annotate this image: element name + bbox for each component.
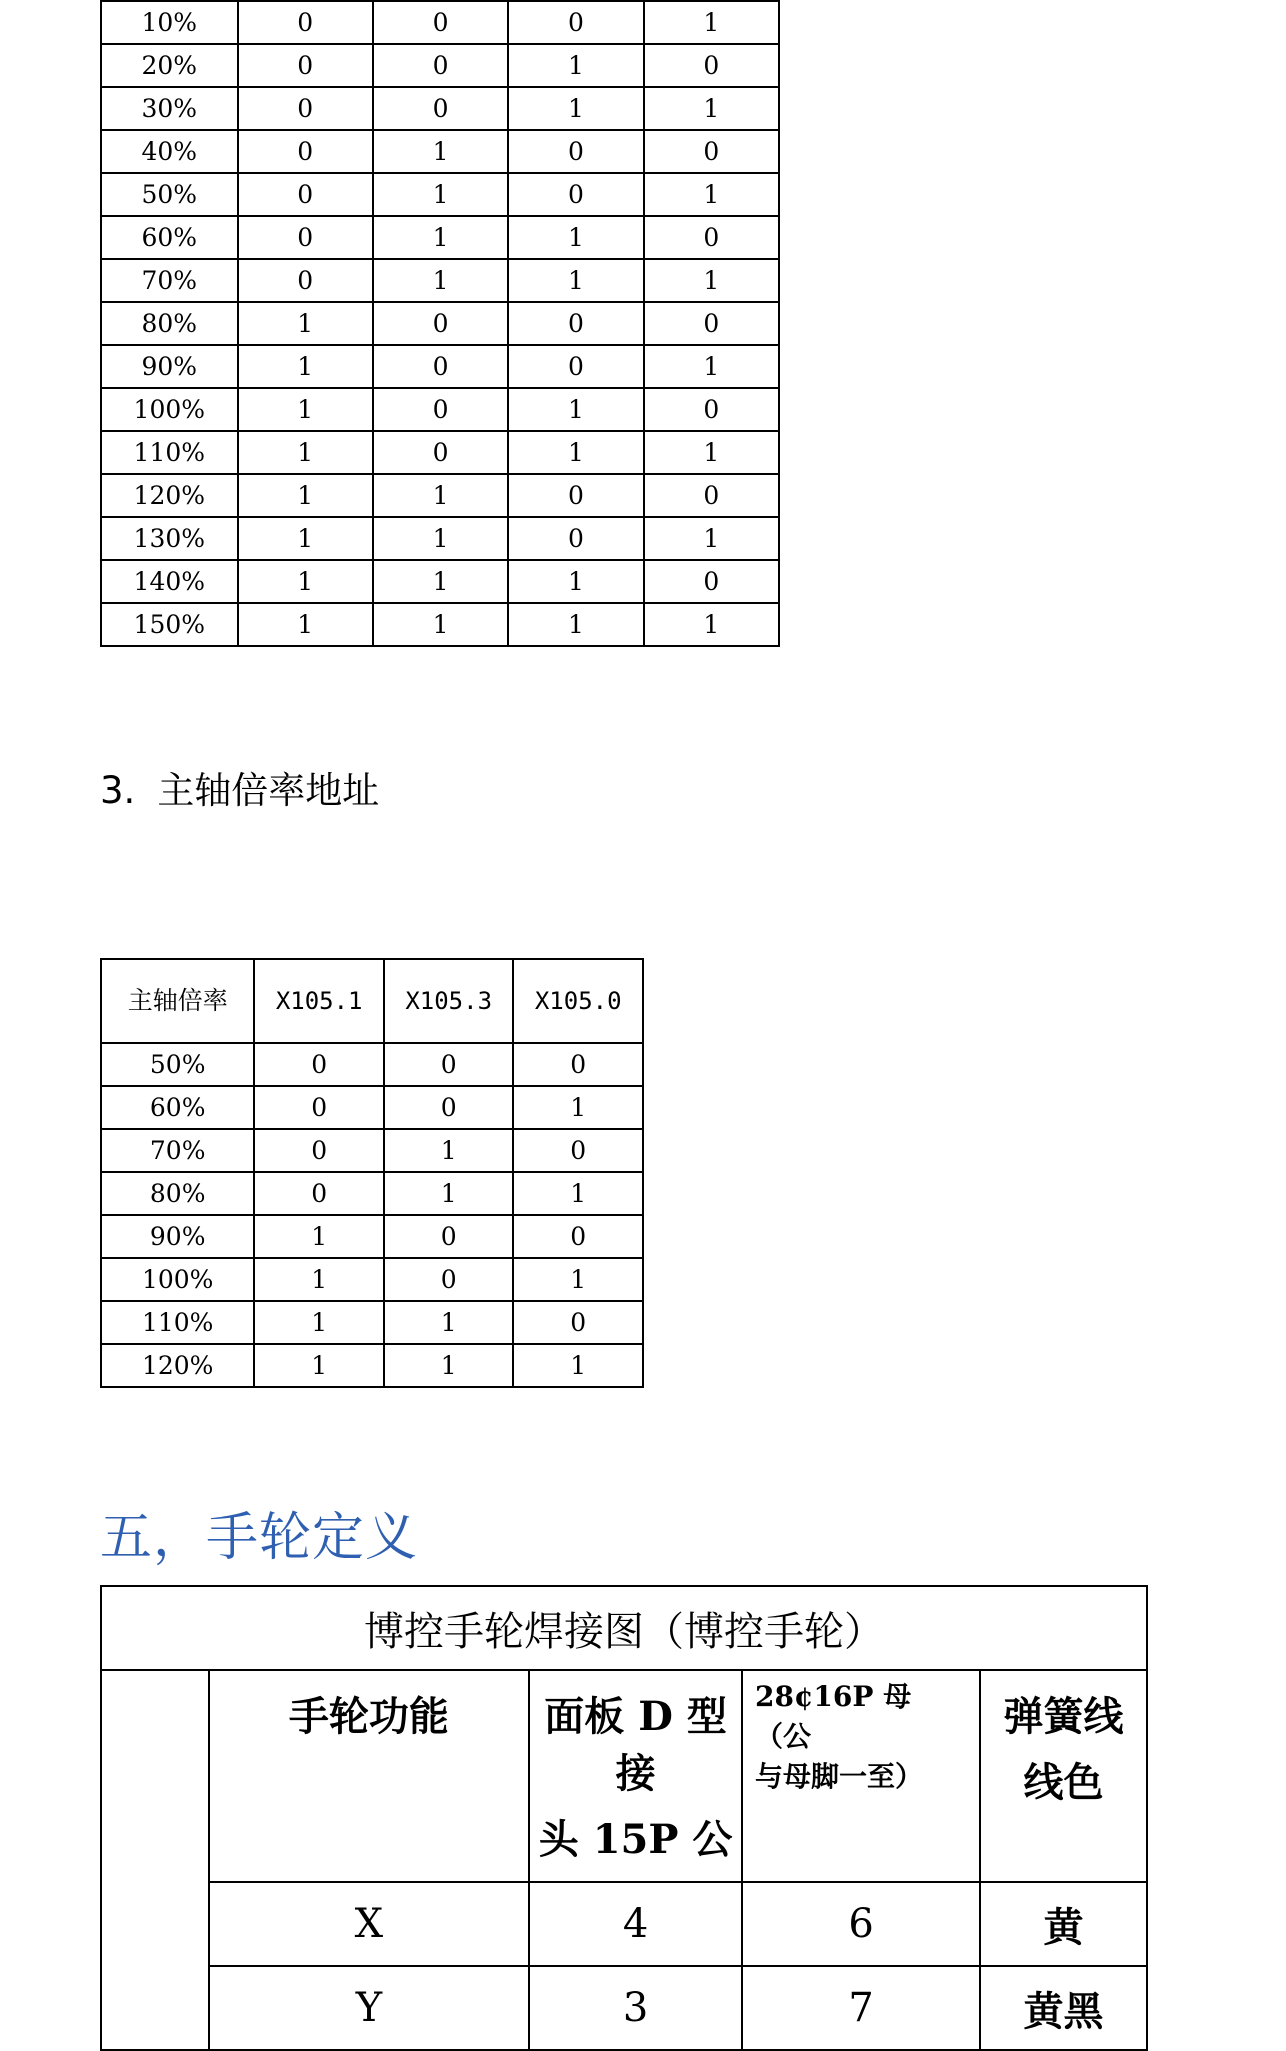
table-cell: 0 (644, 388, 779, 431)
table-cell: 1 (373, 517, 508, 560)
table-cell: 1 (373, 173, 508, 216)
table-cell: 0 (508, 474, 643, 517)
table-cell: 1 (644, 603, 779, 646)
spindle-header-cell: 主轴倍率 (101, 959, 254, 1043)
table-row (101, 1172, 643, 1215)
table-cell: 1 (644, 259, 779, 302)
table-row (101, 1301, 643, 1344)
table-row (101, 1215, 643, 1258)
table-cell: 0 (254, 1172, 384, 1215)
table-cell: 0 (384, 1086, 514, 1129)
table-cell: 1 (384, 1301, 514, 1344)
table-cell: 130% (101, 517, 238, 560)
table-row (101, 44, 779, 87)
header-female (742, 1670, 980, 1882)
table-cell: 0 (644, 216, 779, 259)
table-cell: 0 (508, 517, 643, 560)
header-female-line1: 28¢16P 母（公 (754, 1680, 912, 1753)
table-cell: 0 (644, 44, 779, 87)
table-cell: 0 (373, 87, 508, 130)
table-cell: 0 (513, 1215, 643, 1258)
handwheel-cell: 4 (529, 1882, 742, 1966)
table-cell: 1 (254, 1344, 384, 1387)
table-cell: 0 (644, 474, 779, 517)
table-row (101, 388, 779, 431)
table-cell: 1 (238, 560, 373, 603)
table-cell: 20% (101, 44, 238, 87)
table-cell: 60% (101, 216, 238, 259)
table-cell: 0 (238, 216, 373, 259)
table-row (101, 603, 779, 646)
table-cell: 0 (238, 130, 373, 173)
spindle-override-heading (100, 760, 379, 814)
table-cell: 0 (254, 1086, 384, 1129)
table-cell: 1 (373, 603, 508, 646)
handwheel-cell: 黄黑 (980, 1966, 1147, 2050)
table-cell: 100% (101, 388, 238, 431)
table-cell: 1 (508, 388, 643, 431)
header-panel (529, 1670, 742, 1882)
table-cell: 1 (644, 517, 779, 560)
table-row (101, 302, 779, 345)
table-cell: 1 (238, 388, 373, 431)
table-cell: 0 (373, 388, 508, 431)
table-cell: 10% (101, 1, 238, 44)
table-cell: 50% (101, 173, 238, 216)
table-cell: 0 (238, 1, 373, 44)
table-cell: 60% (101, 1086, 254, 1129)
handwheel-cell: 7 (742, 1966, 980, 2050)
table-cell: 0 (513, 1301, 643, 1344)
table-row (101, 1129, 643, 1172)
table-cell: 1 (238, 431, 373, 474)
table-cell: 0 (384, 1215, 514, 1258)
table-cell: 1 (373, 560, 508, 603)
handwheel-cell: 6 (742, 1882, 980, 1966)
table-cell: 0 (254, 1129, 384, 1172)
table-row (101, 130, 779, 173)
table-cell: 110% (101, 431, 238, 474)
table-row (101, 431, 779, 474)
handwheel-row (101, 1966, 1147, 2050)
table-cell: 1 (513, 1086, 643, 1129)
table-row (101, 1344, 643, 1387)
table-cell: 100% (101, 1258, 254, 1301)
table-row (101, 173, 779, 216)
table-cell: 1 (238, 517, 373, 560)
table-cell: 0 (508, 1, 643, 44)
table-row (101, 560, 779, 603)
table-row (101, 1, 779, 44)
table-cell: 0 (644, 560, 779, 603)
spindle-header-cell: X105.3 (384, 959, 514, 1043)
table-row (101, 345, 779, 388)
header-color-line1: 弹簧线 (1003, 1693, 1124, 1740)
table-cell: 40% (101, 130, 238, 173)
table-cell: 30% (101, 87, 238, 130)
table-cell: 90% (101, 1215, 254, 1258)
handwheel-header-row (101, 1670, 1147, 1882)
table-cell: 0 (238, 44, 373, 87)
table-cell: 70% (101, 259, 238, 302)
table-cell: 0 (513, 1129, 643, 1172)
table-row (101, 1258, 643, 1301)
table-cell: 1 (508, 259, 643, 302)
table-cell: 1 (644, 1, 779, 44)
table-cell: 0 (513, 1043, 643, 1086)
handwheel-cell: Y (209, 1966, 530, 2050)
table-cell: 80% (101, 302, 238, 345)
spindle-override-table (100, 958, 644, 1388)
table-cell: 50% (101, 1043, 254, 1086)
table-cell: 1 (508, 603, 643, 646)
spindle-header-cell: X105.1 (254, 959, 384, 1043)
feed-override-table (100, 0, 780, 647)
handwheel-cell: 3 (529, 1966, 742, 2050)
table-row (101, 1043, 643, 1086)
table-cell: 1 (238, 345, 373, 388)
table-cell: 1 (508, 44, 643, 87)
table-cell: 1 (373, 130, 508, 173)
table-cell: 1 (373, 474, 508, 517)
table-cell: 1 (508, 431, 643, 474)
table-cell: 1 (644, 431, 779, 474)
section-title: 五，手轮定义 (100, 1508, 419, 1568)
table-cell: 0 (373, 431, 508, 474)
table-cell: 0 (373, 302, 508, 345)
table-cell: 0 (373, 1, 508, 44)
table-cell: 1 (644, 87, 779, 130)
table-cell: 0 (644, 130, 779, 173)
blank-cell (101, 1670, 209, 2050)
table-cell: 0 (254, 1043, 384, 1086)
handwheel-row (101, 1882, 1147, 1966)
spindle-heading-title: 主轴倍率地址 (157, 769, 380, 812)
table-row (101, 216, 779, 259)
table-cell: 1 (238, 603, 373, 646)
table-cell: 1 (508, 560, 643, 603)
table-row (101, 1086, 643, 1129)
handwheel-caption-row (101, 1586, 1147, 1670)
header-panel-line1: 面板 D 型接 (544, 1693, 727, 1797)
table-cell: 0 (238, 87, 373, 130)
table-row (101, 259, 779, 302)
handwheel-cell: 黄 (980, 1882, 1147, 1966)
table-cell: 1 (254, 1215, 384, 1258)
table-cell: 1 (508, 216, 643, 259)
table-cell: 1 (373, 216, 508, 259)
handwheel-wiring-table (100, 1585, 1148, 2051)
table-cell: 1 (384, 1129, 514, 1172)
table-cell: 1 (238, 302, 373, 345)
header-wire-color (980, 1670, 1147, 1882)
spindle-header-row (101, 959, 643, 1043)
feed-override-table-body (101, 1, 779, 646)
table-cell: 0 (238, 259, 373, 302)
table-cell: 1 (513, 1258, 643, 1301)
table-cell: 1 (513, 1172, 643, 1215)
table-cell: 0 (508, 345, 643, 388)
handwheel-cell: X (209, 1882, 530, 1966)
table-cell: 0 (373, 44, 508, 87)
spindle-heading-number: 3. (100, 769, 136, 812)
table-cell: 0 (508, 302, 643, 345)
table-cell: 1 (254, 1301, 384, 1344)
table-cell: 1 (513, 1344, 643, 1387)
table-cell: 1 (384, 1344, 514, 1387)
table-row (101, 87, 779, 130)
spindle-override-table-body (101, 959, 643, 1387)
table-cell: 0 (373, 345, 508, 388)
table-cell: 90% (101, 345, 238, 388)
table-cell: 0 (508, 130, 643, 173)
table-cell: 1 (373, 259, 508, 302)
table-cell: 0 (384, 1043, 514, 1086)
table-cell: 1 (508, 87, 643, 130)
table-cell: 1 (644, 345, 779, 388)
table-cell: 1 (644, 173, 779, 216)
spindle-header-cell: X105.0 (513, 959, 643, 1043)
table-cell: 80% (101, 1172, 254, 1215)
table-cell: 0 (384, 1258, 514, 1301)
table-cell: 1 (384, 1172, 514, 1215)
table-cell: 150% (101, 603, 238, 646)
table-cell: 1 (254, 1258, 384, 1301)
table-cell: 1 (238, 474, 373, 517)
table-row (101, 474, 779, 517)
table-cell: 0 (238, 173, 373, 216)
table-cell: 120% (101, 474, 238, 517)
handwheel-table-body (101, 1586, 1147, 2050)
table-row (101, 517, 779, 560)
table-cell: 110% (101, 1301, 254, 1344)
table-cell: 140% (101, 560, 238, 603)
table-cell: 0 (508, 173, 643, 216)
header-female-line2: 与母脚一至） (754, 1760, 923, 1793)
table-cell: 120% (101, 1344, 254, 1387)
header-function-text: 手轮功能 (288, 1693, 449, 1740)
header-panel-line2: 头 15P 公 (538, 1816, 733, 1863)
table-cell: 0 (644, 302, 779, 345)
header-function (209, 1670, 530, 1882)
header-color-line2: 线色 (1023, 1759, 1104, 1806)
handwheel-caption: 博控手轮焊接图（博控手轮） (101, 1586, 1147, 1670)
table-cell: 70% (101, 1129, 254, 1172)
